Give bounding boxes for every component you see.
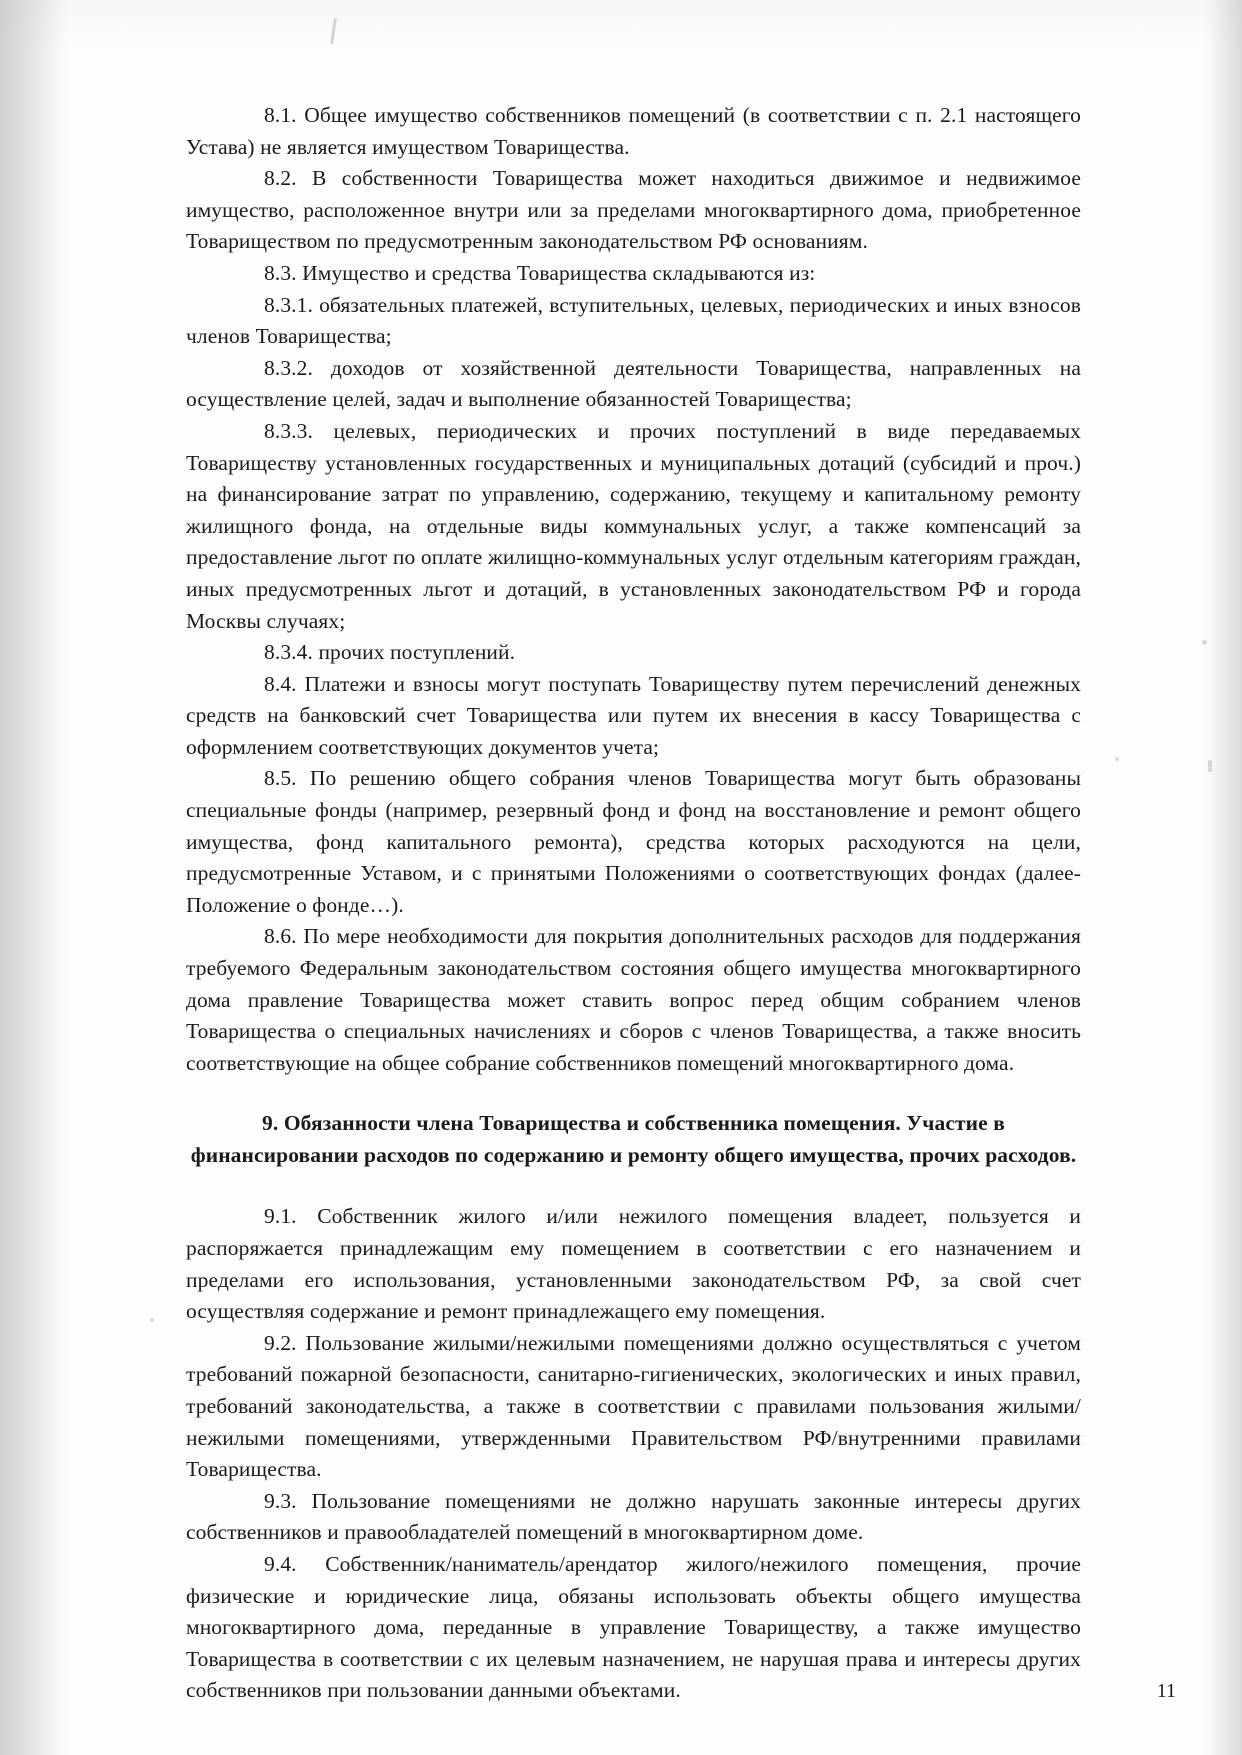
paragraph-8-2: 8.2. В собственности Товарищества может находиться движимое и недвижимое имущество, расположенное внутри или за пределами многоквартирного дома, приобретенное Товариществом по предусмотренным законодательством РФ основаниям. [186, 166, 1081, 254]
paragraph-8-3-4: 8.3.4. прочих поступлений. [264, 640, 516, 665]
page-left-edge-shading [0, 0, 70, 1755]
paragraph-8-1: 8.1. Общее имущество собственников помещений (в соответствии с п. 2.1 настоящего Устава) не является имуществом Товарищества. [186, 103, 1081, 159]
paragraph-9-4: 9.4. Собственник/наниматель/арендатор жилого/нежилого помещения, прочие физические и юридические лица, обязаны использовать объекты общего имущества многоквартирного дома, переданные в управление Товариществу, а также имущество Товарищества в соответствии с их целевым назначением, не нарушая права и интересы других собственников при пользовании данными объектами. [186, 1551, 1081, 1703]
scan-speck [150, 1318, 154, 1322]
paragraph-8-3: 8.3. Имущество и средства Товарищества складываются из: [264, 260, 816, 285]
paragraph-8-4: 8.4. Платежи и взносы могут поступать Товариществу путем перечислений денежных средств на банковский счет Товарищества или путем их внесения в кассу Товарищества с оформлением соответствующих документов учета; [186, 671, 1081, 759]
scan-speck [1115, 757, 1119, 761]
document-text-body [186, 100, 1081, 1707]
paragraph-9-2: 9.2. Пользование жилыми/нежилыми помещениями должно осуществляться с учетом требований пожарной безопасности, санитарно-гигиенических, экологических и иных правил, требований законодательства, а также в соответствии с правилами пользования жилыми/нежилыми помещениями, утвержденными Правительством РФ/внутренними правилами Товарищества. [186, 1330, 1081, 1482]
spacer-after-heading [186, 1171, 1081, 1201]
scan-speck [1202, 640, 1207, 645]
page-number: 11 [1156, 1680, 1176, 1702]
paragraph-8-3-3: 8.3.3. целевых, периодических и прочих поступлений в виде передаваемых Товариществу установленных государственных и муниципальных дотаций (субсидий и проч.) на финансирование затрат по управлению, содержанию, текущему и капитальному ремонту жилищного фонда, на отдельные виды коммунальных услуг, а также компенсаций за предоставление льгот по оплате жилищно-коммунальных услуг отдельным категориям граждан, иных предусмотренных льгот и дотаций, в установленных законодательством РФ и города Москвы случаях; [186, 418, 1081, 633]
paragraph-9-3: 9.3. Пользование помещениями не должно нарушать законные интересы других собственников и правообладателей помещений в многоквартирном доме. [186, 1488, 1081, 1545]
paragraph-8-3-2: 8.3.2. доходов от хозяйственной деятельности Товарищества, направленных на осуществление целей, задач и выполнение обязанностей Товарищества; [186, 355, 1081, 412]
paragraph-8-3-1: 8.3.1. обязательных платежей, вступительных, целевых, периодических и иных взносов членов Товарищества; [186, 292, 1081, 349]
paragraph-8-5: 8.5. По решению общего собрания членов Товарищества могут быть образованы специальные фонды (например, резервный фонд и фонд на восстановление и ремонт общего имущества, фонд капитального ремонта), средства которых расходуются на цели, предусмотренные Уставом, и с принятыми Положениями о соответствующих фондах (далее- Положение о фонде…). [186, 766, 1081, 917]
scan-speck [1208, 760, 1212, 772]
paragraph-8-6: 8.6. По мере необходимости для покрытия дополнительных расходов для поддержания требуемого Федеральным законодательством состояния общего имущества многоквартирного дома правление Товарищества может ставить вопрос перед общим собранием членов Товарищества о специальных начислениях и сборов с членов Товарищества, а также вносить соответствующие на общее собрание собственников помещений многоквартирного дома. [186, 924, 1081, 1075]
paragraph-9-1: 9.1. Собственник жилого и/или нежилого помещения владеет, пользуется и распоряжается принадлежащим ему помещением в соответствии с его назначением и пределами его использования, установленными законодательством РФ, за свой счет осуществляя содержание и ремонт принадлежащего ему помещения. [186, 1204, 1081, 1324]
spacer-before-heading [186, 1079, 1081, 1107]
section-heading-9: 9. Обязанности члена Товарищества и собственника помещения. Участие в финансировании расходов по содержанию и ремонту общего имущества, прочих расходов. [190, 1111, 1077, 1168]
scan-artifact-mark [330, 18, 337, 44]
page-right-edge-shading [1208, 0, 1242, 1755]
